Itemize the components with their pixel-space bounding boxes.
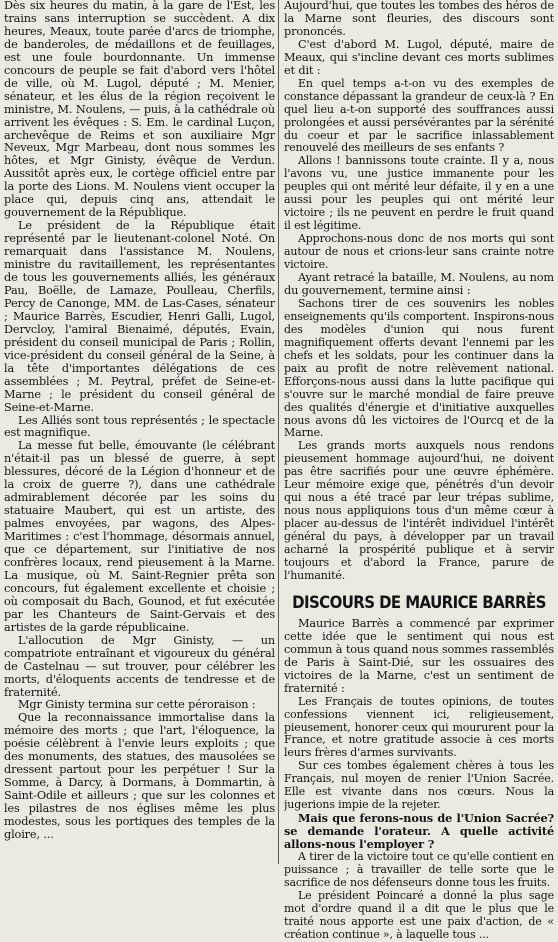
paragraph: Aujourd'hui, que toutes les tombes des héros de la Marne sont fleuries, des discours sont prononcés.	[284, 0, 554, 38]
quoted-paragraph: Les grands morts auxquels nous rendons pieusement hommage aujourd'hui, ne doivent pas être sacrifiés pour une œuvre éphémère. Leur mémoire exige que, pénétrés d'un devoir qui nous a été tracé par leur trépas sublime, nous nous appliquions tous d'un même cœur à placer au-dessus de l'intérêt individuel l'intérêt général du pays, à développer par un travail acharné la prospérité publique et à servir toujours et d'abord la France, parure de l'humanité.	[284, 439, 554, 582]
left-column	[4, 0, 275, 842]
paragraph: Les Alliés sont tous représentés ; le spectacle est magnifique.	[4, 413, 275, 440]
paragraph: L'allocution de Mgr Ginisty, — un compatriote entraînant et vigoureux du général de Castelnau — sut trouver, pour célébrer les morts, d'éloquents accents de tendresse et de fraternité.	[4, 633, 275, 699]
paragraph: La messe fut belle, émouvante (le célébrant n'était-il pas un blessé de guerre, à sept blessures, décoré de la Légion d'honneur et de la croix de guerre ?), dans une cathédrale admirablement décorée par les soins du statuaire Maubert, qui est un artiste, des palmes envoyées, par wagons, des Alpes-Maritimes : c'est l'hommage, désormais annuel, que ce département, sur l'initiative de nos confrères locaux, rend pieusement à la Marne. La musique, où M. Saint-Regnier prêta son concours, fut également excellente et choisie ; où composait du Bach, Gounod, et fut exécutée par les Chanteurs de Saint-Gervais et des artistes de la garde républicaine.	[4, 439, 275, 634]
paragraph: Mais que ferons-nous de l'Union Sacrée? se demande l'orateur. A quelle activité allons-nous l'employer ?	[284, 811, 554, 852]
section-heading: DISCOURS DE MAURICE BARRÈS	[292, 591, 546, 613]
paragraph: Que la reconnaissance immortalise dans la mémoire des morts ; que l'art, l'éloquence, la poésie célèbrent à l'envie leurs exploits ; que des monuments, des statues, des mausolées se dressent partout pour les perpétuer ! Sur la Somme, à Darcy, à Dormans, à Dommartin, à Saint-Odile et ailleurs ; que sur les colonnes et les pilastres de nos églises même les plus modestes, sous les portiques des temples de la gloire, ...	[4, 711, 275, 841]
quoted-paragraph: Le président Poincaré a donné la plus sage mot d'ordre quand il a dit que le plus que le traité nous apporte est une paix d'action, de « création continue », à laquelle tous ...	[284, 888, 554, 941]
quoted-paragraph: Approchons-nous donc de nos morts qui sont autour de nous et crions-leur sans crainte notre victoire.	[284, 232, 554, 272]
quoted-paragraph: Allons ! bannissons toute crainte. Il y a, nous l'avons vu, une justice immanente pour les peuples qui ont mérité leur défaite, il y en a une aussi pour les peuples qui ont mérité leur victoire ; ils ne peuvent en perdre le fruit quand il est légitime.	[284, 154, 554, 233]
paragraph: Dès six heures du matin, à la gare de l'Est, les trains sans interruption se succèdent. A dix heures, Meaux, toute parée d'arcs de triomphe, de banderoles, de médaillons et de feuillages, est une foule bourdonnante. Un immense concours de peuple se fait d'abord vers l'hôtel de ville, où M. Lugol, député ; M. Menier, sénateur, et les élus de la région reçoivent le ministre, M. Noulens, — puis, à la cathédrale où arrivent les évêques : S. Em. le cardinal Luçon, archevêque de Reims et son auxiliaire Mgr Neveux, Mgr Marbeau, dont nous sommes les hôtes, et Mgr Ginisty, évêque de Verdun. Aussitôt après eux, le cortège officiel entre par la porte des Lions. M. Noulens vient occuper la place qui, depuis cinq ans, attendait le gouvernement de la République.	[4, 0, 275, 220]
paragraph: C'est d'abord M. Lugol, député, maire de Meaux, qui s'incline devant ces morts sublimes et dit :	[284, 37, 554, 77]
column-divider	[278, 0, 279, 864]
quoted-paragraph: Les Français de toutes opinions, de toutes confessions viennent ici, religieusement, pieusement, honorer ceux qui moururent pour la France, et notre gratitude associe à ces morts leurs frères d'armes survivants.	[284, 694, 554, 760]
paragraph: Ayant retracé la bataille, M. Noulens, au nom du gouvernement, termine ainsi :	[284, 271, 554, 297]
quoted-paragraph: En quel temps a-t-on vu des exemples de constance dépassant la grandeur de ceux-là ? En quel lieu a-t-on supporté des souffrances aussi prolongées et aussi persévérantes par la sérénité du coeur et par le sacrifice inlassablement renouvelé des meilleurs de ses enfants ?	[284, 76, 554, 155]
paragraph: Maurice Barrès a commencé par exprimer cette idée que le sentiment qui nous est commun à tous quand nous sommes rassemblés de Paris à Saint-Dié, sur les ossuaires des victoires de la Marne, c'est un sentiment de fraternité :	[284, 616, 554, 695]
quoted-paragraph: Sur ces tombes également chères à tous les Français, nul moyen de renier l'Union Sacrée. Elle est vivante dans nos cœurs. Nous la jugerions impie de la rejeter.	[284, 759, 554, 812]
quoted-paragraph: A tirer de la victoire tout ce qu'elle contient en puissance ; à travailler de telle sorte que le sacrifice de nos défenseurs donne tous les fruits.	[284, 850, 554, 889]
quoted-paragraph: Sachons tirer de ces souvenirs les nobles enseignements qu'ils comportent. Inspirons-nous des modèles d'union qui nous furent magnifiquement offerts devant l'ennemi par les chefs et les soldats, pour les continuer dans la paix au profit de notre relèvement national. Efforçons-nous aussi dans la lutte pacifique qui s'ouvre sur le marché mondial de faire preuve des qualités d'énergie et d'initiative auxquelles nous avons dû les victoires de l'Ourcq et de la Marne.	[284, 296, 554, 440]
right-column-bottom	[284, 618, 554, 942]
right-column-top	[284, 0, 554, 583]
paragraph: Le président de la République était représenté par le lieutenant-colonel Noté. On remarquait dans l'assistance M. Noulens, ministre du ravitaillement, les représentantes de tous les gouvernements alliés, les généraux Pau, Boëlle, de Lamaze, Poulleau, Cherfils, Percy de Canonge, MM. de Las-Cases, sénateur ; Maurice Barrès, Escudier, Henri Galli, Lugol, Dervcloy, l'amiral Bienaimé, députés, Evain, président du conseil municipal de Paris ; Rollin, vice-président du conseil général de la Seine, à la tête d'importantes délégations de ces assemblées ; M. Peytral, préfet de Seine-et-Marne ; le président du conseil général de Seine-et-Marne.	[4, 219, 275, 414]
right-column	[284, 0, 554, 942]
paragraph: Mgr Ginisty termina sur cette péroraison :	[18, 698, 256, 712]
